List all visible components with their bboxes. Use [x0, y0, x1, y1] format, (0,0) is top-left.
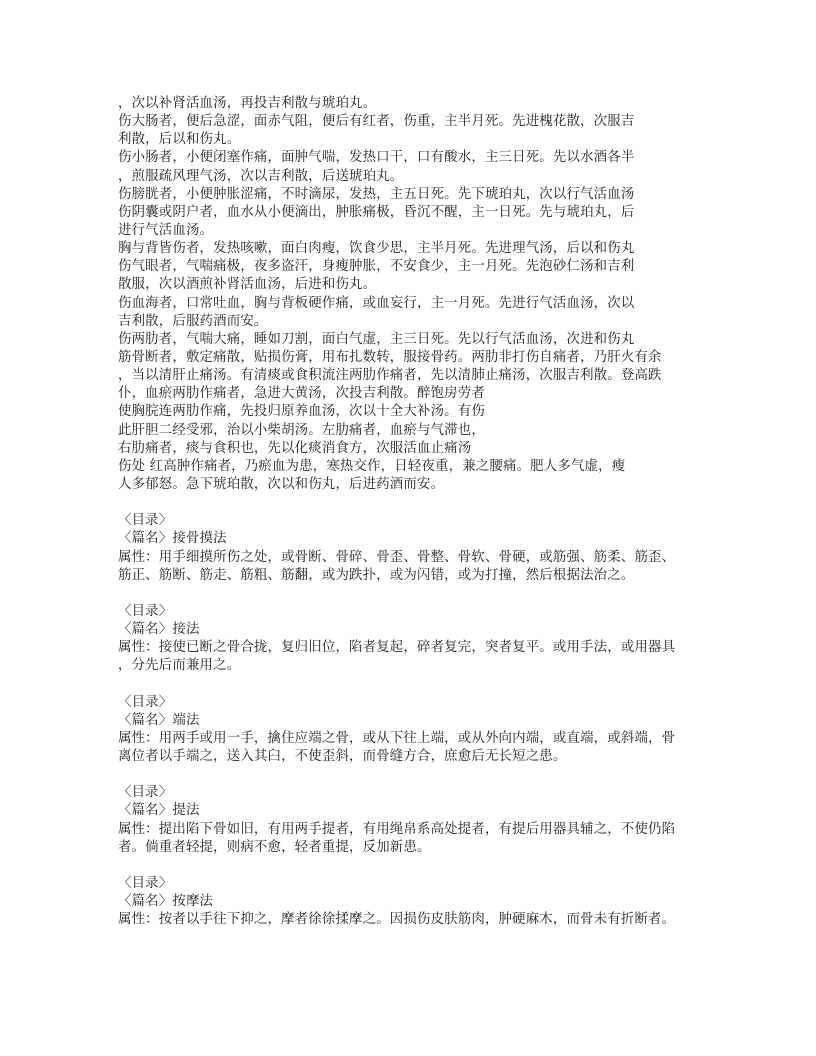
blank-line [118, 676, 718, 694]
text-line: 属性：提出陷下骨如旧，有用两手提者，有用绳帛系高处提者，有提后用器具辅之，不使仍陷 [118, 821, 676, 837]
text-line: 胸与背皆伤者，发热咳嗽，面白肉瘦，饮食少思，主半月死。先进理气汤，后以和伤丸 [118, 241, 635, 257]
toc-marker: 〈目录〉 [118, 513, 173, 529]
text-line: 右肋痛者，痰与食积也，先以化痰消食方，次服活血止痛汤 [118, 440, 472, 456]
text-line: 筋骨断者，敷定痛散，贴损伤膏，用布扎数转，服接骨药。两肋非打伤自痛者，乃肝火有余 [118, 349, 662, 365]
text-line: ，次以补肾活血汤，再投吉利散与琥珀丸。 [118, 96, 377, 111]
text-line: 者。倘重者轻提，则病不愈，轻者重提，反加新患。 [118, 839, 431, 855]
toc-marker: 〈目录〉 [118, 694, 173, 710]
text-line: 伤处 红高肿作痛者，乃瘀血为患，寒热交作，日轻夜重，兼之腰痛。肥人多气虚，瘦 [118, 458, 626, 474]
text-line: 散服，次以酒煎补肾活血汤，后进和伤丸。 [118, 277, 377, 293]
text-line: 伤膀胱者，小便肿胀涩痛，不时滴尿，发热，主五日死。先下琥珀丸，次以行气活血汤 [118, 186, 635, 202]
text-line: 仆，血瘀两肋作痛者，急进大黄汤，次投吉利散。醉饱房劳者 [118, 386, 485, 402]
text-line: 伤气眼者，气喘痛极，夜多盗汗，身瘦肿胀，不安食少，主一月死。先泡砂仁汤和吉利 [118, 259, 635, 275]
text-line: 属性：按者以手往下抑之，摩者徐徐揉摩之。因损伤皮肤筋肉，肿硬麻木，而骨未有折断者。 [118, 912, 676, 928]
text-line: ，煎服疏风理气汤，次以吉利散，后送琥珀丸。 [118, 168, 404, 184]
toc-marker: 〈目录〉 [118, 603, 173, 619]
blank-line [118, 857, 718, 875]
blank-line [118, 766, 718, 784]
text-line: 伤大肠者，便后急涩，面赤气阻，便后有红者，伤重，主半月死。先进槐花散，次服吉 [118, 114, 635, 130]
section-title: 〈篇名〉端法 [118, 712, 200, 728]
toc-marker: 〈目录〉 [118, 785, 173, 801]
text-line: ，当以清肝止痛汤。有清痰或食积流注两肋作痛者，先以清肺止痛汤，次服吉利散。登高跌 [118, 368, 662, 384]
text-line: 属性：接使已断之骨合拢，复归旧位，陷者复起，碎者复完，突者复平。或用手法，或用器具 [118, 640, 676, 656]
blank-line [118, 494, 718, 512]
text-line: 属性：用两手或用一手，擒住应端之骨，或从下往上端，或从外向内端，或直端，或斜端，骨 [118, 730, 676, 746]
blank-line [118, 585, 718, 603]
text-line: 离位者以手端之，送入其臼，不使歪斜，而骨缝方合，庶愈后无长短之患。 [118, 749, 567, 765]
text-line: 此肝胆二经受邪，治以小柴胡汤。左肋痛者，血瘀与气滞也， [118, 422, 485, 438]
text-line: 属性：用手细摸所伤之处，或骨断、骨碎、骨歪、骨整、骨软、骨硬，或筋强、筋柔、筋歪、 [118, 549, 676, 565]
text-line: ，分先后而兼用之。 [118, 658, 241, 674]
text-line: 利散，后以和伤丸。 [118, 132, 241, 148]
text-line: 吉利散，后服药酒而安。 [118, 313, 268, 329]
text-line: 进行气活血汤。 [118, 222, 214, 238]
document-body [118, 95, 718, 929]
text-line: 伤小肠者，小便闭塞作痛，面肿气喘，发热口干，口有酸水，主三日死。先以水酒各半 [118, 150, 635, 166]
section-title: 〈篇名〉接法 [118, 622, 200, 638]
text-line: 使胸脘连两肋作痛，先投归原养血汤，次以十全大补汤。有伤 [118, 404, 485, 420]
section-title: 〈篇名〉接骨摸法 [118, 531, 227, 547]
text-line: 伤两肋者，气喘大痛，睡如刀割，面白气虚，主三日死。先以行气活血汤，次进和伤丸 [118, 331, 635, 347]
toc-marker: 〈目录〉 [118, 876, 173, 892]
text-line: 伤阴囊或阴户者，血水从小便滴出，肿胀痛极，昏沉不醒，主一日死。先与琥珀丸，后 [118, 204, 635, 220]
section-title: 〈篇名〉提法 [118, 803, 200, 819]
section-title: 〈篇名〉按摩法 [118, 894, 214, 910]
text-line: 筋正、筋断、筋走、筋粗、筋翻，或为跌扑，或为闪错，或为打撞，然后根据法治之。 [118, 567, 635, 583]
text-line: 人多郁怒。急下琥珀散，次以和伤丸，后进药酒而安。 [118, 476, 445, 492]
text-line: 伤血海者，口常吐血，胸与背板硬作痛，或血妄行，主一月死。先进行气活血汤，次以 [118, 295, 635, 311]
